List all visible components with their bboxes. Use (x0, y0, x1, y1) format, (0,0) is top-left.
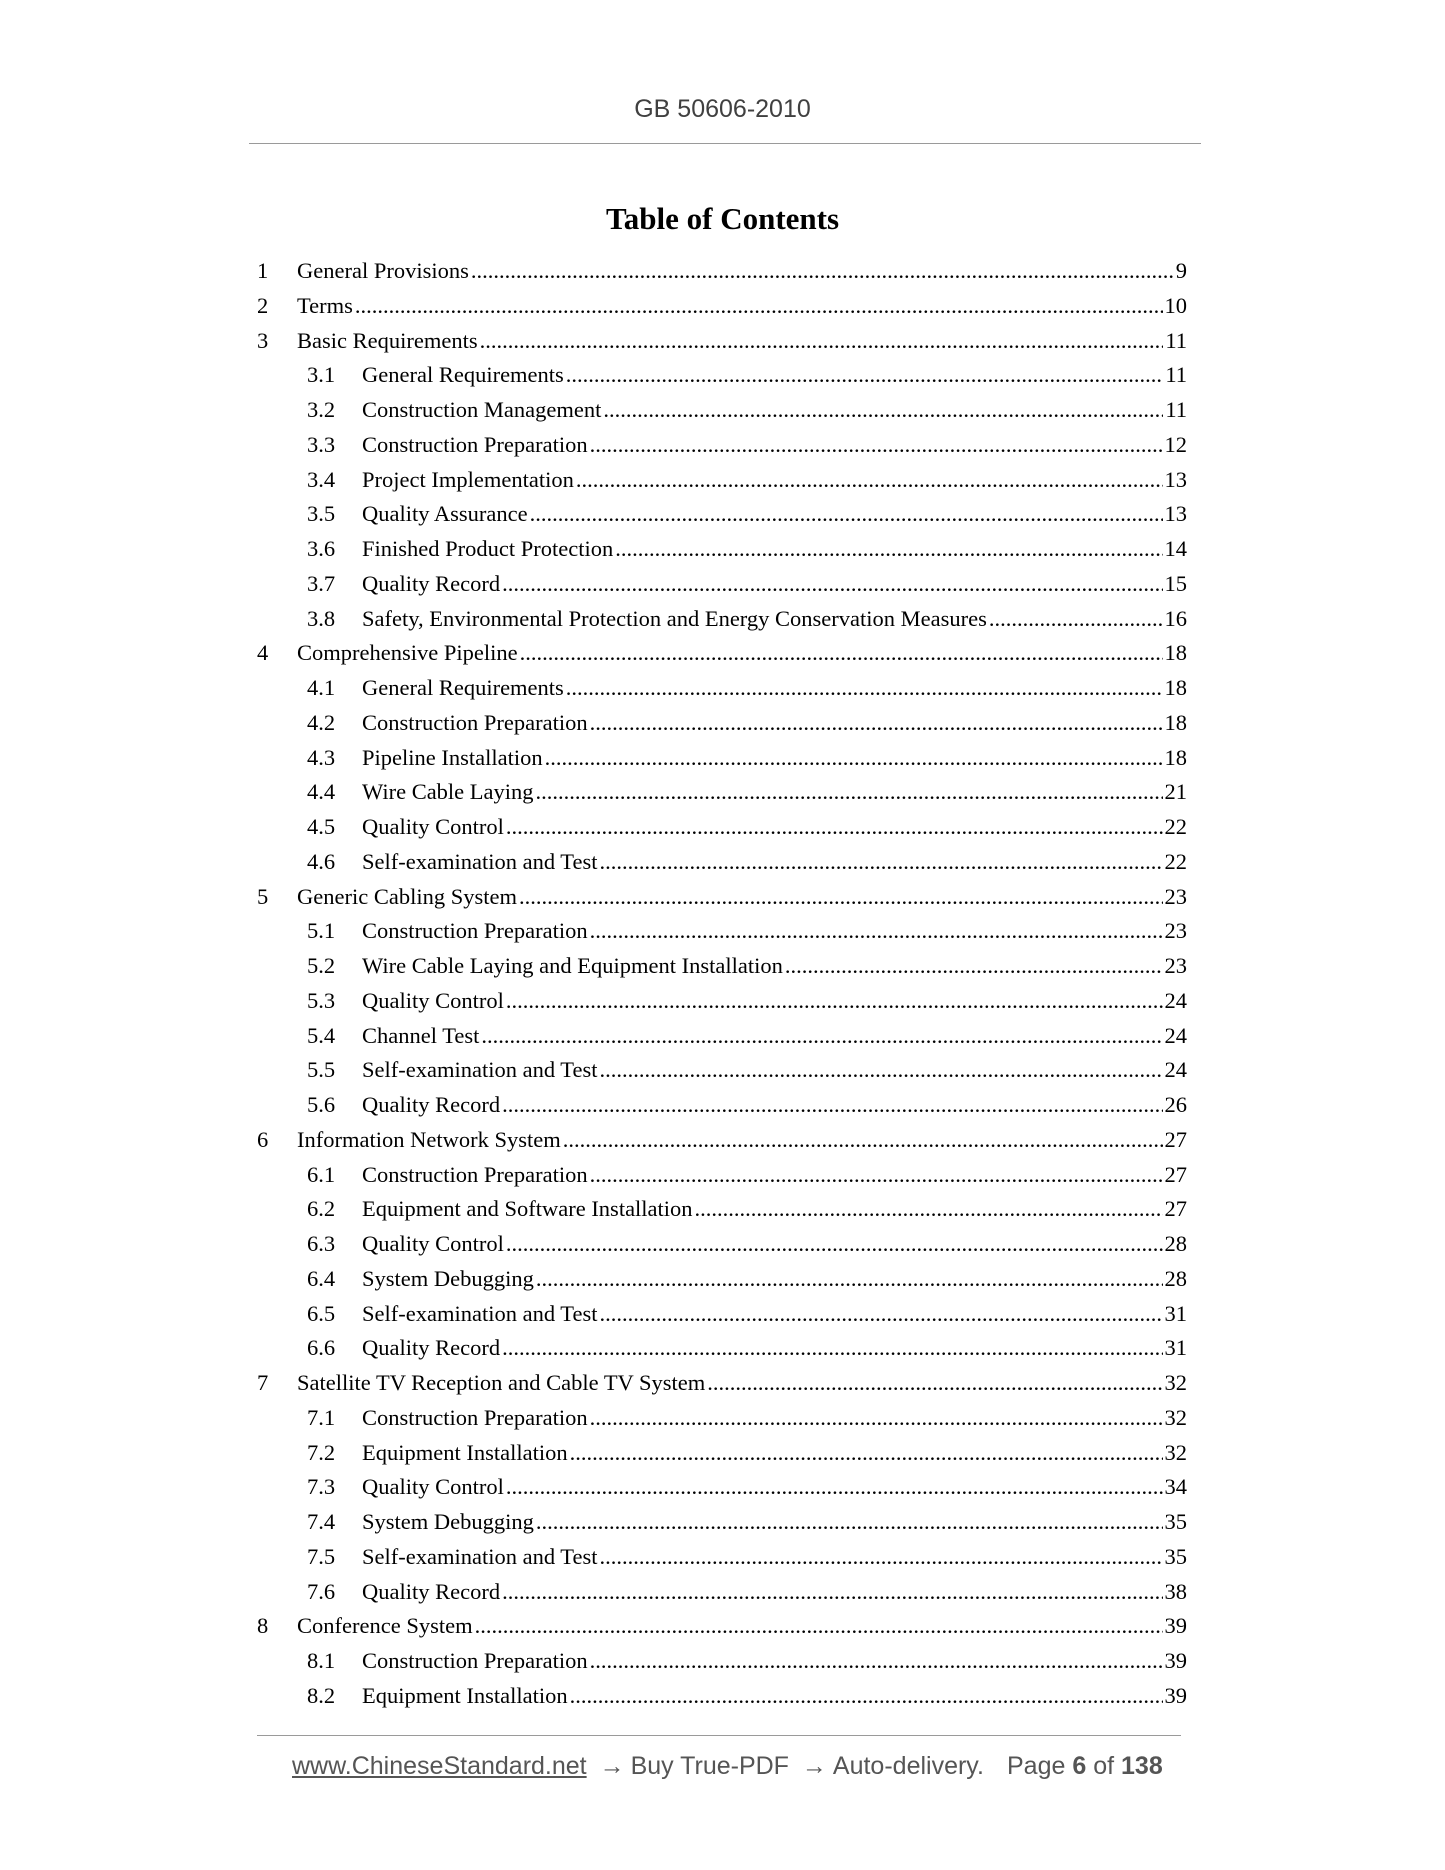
toc-entry-title: System Debugging (362, 1509, 534, 1534)
toc-entry-page-number: 38 (1164, 1578, 1187, 1604)
toc-chapter-entry[interactable] (257, 324, 1187, 359)
toc-entry-title: Construction Preparation (362, 1648, 588, 1673)
toc-section-entry[interactable] (257, 706, 1187, 741)
toc-entry-number: 5.3 (307, 987, 336, 1013)
toc-chapter-entry[interactable] (257, 254, 1187, 289)
toc-section-entry[interactable] (257, 1262, 1187, 1297)
toc-entry-number: 5.2 (307, 953, 336, 978)
dot-leader (599, 845, 1162, 880)
toc-entry-page-number: 26 (1164, 1092, 1187, 1117)
toc-entry-number: 4.4 (307, 779, 336, 805)
toc-entry-page-number: 9 (1175, 258, 1187, 283)
current-page-number: 6 (1072, 1752, 1087, 1780)
toc-section-entry[interactable] (257, 1297, 1187, 1332)
toc-section-entry[interactable] (257, 810, 1187, 845)
toc-entry-number: 5.1 (307, 918, 336, 944)
toc-entry-number: 3.2 (307, 397, 336, 422)
dot-leader (599, 1053, 1162, 1088)
toc-section-entry[interactable] (257, 1679, 1187, 1714)
toc-entry-page-number: 11 (1165, 362, 1187, 388)
toc-entry-title: Quality Record (362, 570, 501, 596)
dot-leader (502, 1575, 1162, 1610)
toc-entry-number: 7.4 (307, 1509, 336, 1534)
dot-leader (695, 1192, 1163, 1227)
dot-leader (530, 497, 1163, 532)
toc-entry-title: General Requirements (362, 675, 564, 700)
toc-entry-number: 6.1 (307, 1161, 336, 1187)
toc-section-entry[interactable] (257, 358, 1187, 393)
dot-leader (536, 1262, 1163, 1297)
dot-leader (603, 393, 1163, 428)
toc-entry-number: 3.8 (307, 605, 336, 631)
table-of-contents (257, 254, 1187, 1714)
toc-entry-page-number: 21 (1164, 779, 1187, 805)
toc-entry-title: Comprehensive Pipeline (297, 640, 518, 666)
toc-entry-title: Construction Preparation (362, 1404, 588, 1430)
toc-entry-number: 3.5 (307, 501, 336, 527)
dot-leader (590, 428, 1163, 463)
toc-entry-page-number: 11 (1165, 327, 1187, 353)
toc-entry-page-number: 22 (1164, 848, 1187, 874)
toc-section-entry[interactable] (257, 428, 1187, 463)
dot-leader (599, 1297, 1162, 1332)
toc-section-entry[interactable] (257, 1401, 1187, 1436)
toc-entry-number: 4.3 (307, 744, 336, 770)
toc-entry-page-number: 24 (1164, 1022, 1187, 1048)
toc-entry-number: 3 (257, 327, 269, 353)
toc-entry-page-number: 18 (1164, 675, 1187, 700)
toc-entry-title: Construction Preparation (362, 709, 588, 735)
toc-entry-title: Basic Requirements (297, 327, 478, 353)
toc-entry-number: 6.3 (307, 1231, 336, 1256)
toc-entry-title: Equipment and Software Installation (362, 1196, 693, 1222)
toc-chapter-entry[interactable] (257, 880, 1187, 915)
toc-section-entry[interactable] (257, 741, 1187, 776)
toc-entry-page-number: 32 (1164, 1404, 1187, 1430)
website-link[interactable]: www.ChineseStandard.net (292, 1752, 587, 1780)
toc-entry-title: Channel Test (362, 1022, 480, 1048)
toc-entry-number: 3.4 (307, 466, 336, 492)
toc-chapter-entry[interactable] (257, 636, 1187, 671)
toc-entry-number: 5.6 (307, 1092, 336, 1117)
toc-entry-page-number: 27 (1164, 1161, 1187, 1187)
toc-section-entry[interactable] (257, 671, 1187, 706)
toc-entry-number: 7 (257, 1370, 269, 1395)
dot-leader (506, 984, 1163, 1019)
toc-entry-number: 3.3 (307, 431, 336, 457)
toc-entry-number: 1 (257, 258, 269, 283)
toc-entry-page-number: 34 (1164, 1474, 1187, 1500)
toc-entry-number: 5.4 (307, 1022, 336, 1048)
toc-entry-title: Self-examination and Test (362, 1543, 598, 1569)
toc-entry-page-number: 39 (1164, 1648, 1187, 1673)
toc-entry-number: 7.2 (307, 1439, 336, 1465)
toc-entry-title: Construction Preparation (362, 1161, 588, 1187)
toc-entry-title: Finished Product Protection (362, 536, 614, 561)
toc-entry-title: Conference System (297, 1613, 473, 1639)
toc-entry-page-number: 22 (1164, 814, 1187, 839)
header-divider (249, 143, 1201, 144)
dot-leader (570, 1436, 1163, 1471)
toc-section-entry[interactable] (257, 567, 1187, 602)
toc-entry-title: General Provisions (297, 258, 469, 283)
toc-entry-title: Satellite TV Reception and Cable TV System (297, 1370, 706, 1395)
toc-entry-number: 6.6 (307, 1335, 336, 1361)
toc-section-entry[interactable] (257, 1019, 1187, 1054)
toc-entry-page-number: 39 (1164, 1613, 1187, 1639)
dot-leader (471, 254, 1174, 289)
toc-section-entry[interactable] (257, 1227, 1187, 1262)
toc-entry-number: 4 (257, 640, 269, 666)
toc-entry-number: 5 (257, 883, 269, 909)
toc-entry-page-number: 39 (1164, 1682, 1187, 1708)
toc-entry-number: 3.7 (307, 570, 336, 596)
toc-entry-page-number: 11 (1165, 397, 1187, 422)
toc-section-entry[interactable] (257, 393, 1187, 428)
toc-section-entry[interactable] (257, 984, 1187, 1019)
toc-entry-page-number: 28 (1164, 1265, 1187, 1291)
total-page-number: 138 (1121, 1752, 1163, 1780)
page-word: Page (1007, 1752, 1066, 1780)
toc-entry-number: 7.3 (307, 1474, 336, 1500)
dot-leader (506, 810, 1163, 845)
toc-entry-title: Construction Management (362, 397, 602, 422)
dot-leader (989, 602, 1163, 637)
toc-entry-number: 7.1 (307, 1404, 336, 1430)
of-word: of (1093, 1752, 1115, 1780)
document-header: GB 50606-2010 (634, 95, 811, 123)
dot-leader (545, 741, 1163, 776)
toc-entry-number: 7.5 (307, 1543, 336, 1569)
arrow-icon: → (801, 1752, 827, 1780)
toc-entry-number: 4.6 (307, 848, 336, 874)
toc-section-entry[interactable] (257, 845, 1187, 880)
dot-leader (481, 1019, 1162, 1054)
toc-entry-page-number: 32 (1164, 1370, 1187, 1395)
toc-entry-page-number: 31 (1164, 1335, 1187, 1361)
toc-entry-page-number: 14 (1164, 536, 1187, 561)
toc-entry-title: Wire Cable Laying and Equipment Installation (362, 953, 783, 978)
toc-section-entry[interactable] (257, 1053, 1187, 1088)
toc-section-entry[interactable] (257, 1505, 1187, 1540)
toc-entry-number: 3.6 (307, 536, 336, 561)
toc-entry-page-number: 23 (1164, 883, 1187, 909)
dot-leader (506, 1470, 1163, 1505)
dot-leader (566, 671, 1163, 706)
toc-entry-page-number: 32 (1164, 1439, 1187, 1465)
toc-entry-title: Quality Record (362, 1092, 501, 1117)
dot-leader (502, 567, 1162, 602)
dot-leader (615, 532, 1162, 567)
toc-entry-page-number: 18 (1164, 640, 1187, 666)
toc-entry-title: Self-examination and Test (362, 1300, 598, 1326)
toc-section-entry[interactable] (257, 1158, 1187, 1193)
toc-entry-page-number: 18 (1164, 709, 1187, 735)
toc-entry-title: Self-examination and Test (362, 1057, 598, 1083)
dot-leader (536, 775, 1163, 810)
dot-leader (785, 949, 1163, 984)
toc-entry-page-number: 13 (1164, 466, 1187, 492)
toc-entry-number: 4.2 (307, 709, 336, 735)
toc-entry-page-number: 24 (1164, 987, 1187, 1013)
dot-leader (520, 636, 1163, 671)
toc-entry-number: 6 (257, 1126, 269, 1152)
toc-entry-title: Project Implementation (362, 466, 574, 492)
toc-entry-page-number: 13 (1164, 501, 1187, 527)
dot-leader (590, 1644, 1163, 1679)
toc-entry-number: 4.1 (307, 675, 336, 700)
toc-section-entry[interactable] (257, 775, 1187, 810)
toc-entry-number: 6.2 (307, 1196, 336, 1222)
toc-chapter-entry[interactable] (257, 1366, 1187, 1401)
toc-entry-page-number: 27 (1164, 1196, 1187, 1222)
dot-leader (707, 1366, 1162, 1401)
dot-leader (570, 1679, 1163, 1714)
toc-entry-title: System Debugging (362, 1265, 534, 1291)
toc-entry-title: Equipment Installation (362, 1439, 568, 1465)
toc-entry-title: Quality Assurance (362, 501, 528, 527)
toc-entry-title: Quality Control (362, 1474, 504, 1500)
toc-entry-title: Quality Control (362, 814, 504, 839)
toc-entry-title: Equipment Installation (362, 1682, 568, 1708)
dot-leader (475, 1609, 1163, 1644)
toc-section-entry[interactable] (257, 1436, 1187, 1471)
dot-leader (563, 1123, 1163, 1158)
buy-link[interactable]: Buy True-PDF (630, 1752, 789, 1780)
toc-entry-title: Terms (297, 292, 353, 318)
page-footer (292, 1752, 1182, 1781)
footer-divider (257, 1735, 1181, 1736)
dot-leader (590, 914, 1163, 949)
toc-entry-page-number: 24 (1164, 1057, 1187, 1083)
toc-section-entry[interactable] (257, 1540, 1187, 1575)
toc-section-entry[interactable] (257, 463, 1187, 498)
toc-section-entry[interactable] (257, 949, 1187, 984)
toc-entry-title: Quality Control (362, 987, 504, 1013)
toc-entry-title: Information Network System (297, 1126, 561, 1152)
toc-entry-title: Self-examination and Test (362, 848, 598, 874)
toc-chapter-entry[interactable] (257, 1609, 1187, 1644)
toc-section-entry[interactable] (257, 1644, 1187, 1679)
toc-entry-page-number: 12 (1164, 431, 1187, 457)
toc-section-entry[interactable] (257, 602, 1187, 637)
toc-entry-number: 7.6 (307, 1578, 336, 1604)
toc-entry-page-number: 15 (1164, 570, 1187, 596)
toc-section-entry[interactable] (257, 1331, 1187, 1366)
toc-section-entry[interactable] (257, 1088, 1187, 1123)
page-title: Table of Contents (605, 201, 840, 236)
dot-leader (590, 1158, 1163, 1193)
dot-leader (590, 706, 1163, 741)
toc-entry-number: 8.2 (307, 1682, 336, 1708)
arrow-icon: → (599, 1752, 625, 1780)
dot-leader (599, 1540, 1162, 1575)
toc-entry-number: 3.1 (307, 362, 336, 388)
toc-entry-title: Quality Record (362, 1335, 501, 1361)
toc-entry-title: Quality Control (362, 1231, 504, 1256)
toc-entry-number: 6.5 (307, 1300, 336, 1326)
toc-section-entry[interactable] (257, 1575, 1187, 1610)
dot-leader (502, 1088, 1162, 1123)
toc-entry-page-number: 10 (1164, 292, 1187, 318)
page-indicator (1007, 1752, 1163, 1781)
toc-entry-title: Generic Cabling System (297, 883, 517, 909)
toc-entry-page-number: 27 (1164, 1126, 1187, 1152)
toc-entry-page-number: 16 (1164, 605, 1187, 631)
toc-entry-title: Wire Cable Laying (362, 779, 534, 805)
toc-entry-title: Safety, Environmental Protection and Energy Conservation Measures (362, 605, 987, 631)
dot-leader (536, 1505, 1163, 1540)
toc-entry-title: Construction Preparation (362, 918, 588, 944)
dot-leader (590, 1401, 1163, 1436)
toc-section-entry[interactable] (257, 914, 1187, 949)
toc-entry-title: Pipeline Installation (362, 744, 543, 770)
toc-chapter-entry[interactable] (257, 289, 1187, 324)
toc-entry-number: 4.5 (307, 814, 336, 839)
dot-leader (566, 358, 1164, 393)
toc-entry-page-number: 28 (1164, 1231, 1187, 1256)
toc-section-entry[interactable] (257, 532, 1187, 567)
toc-entry-page-number: 23 (1164, 918, 1187, 944)
delivery-text: Auto-delivery. (832, 1752, 984, 1780)
dot-leader (576, 463, 1163, 498)
toc-entry-page-number: 35 (1164, 1509, 1187, 1534)
toc-section-entry[interactable] (257, 497, 1187, 532)
toc-entry-number: 5.5 (307, 1057, 336, 1083)
toc-entry-number: 8 (257, 1613, 269, 1639)
dot-leader (480, 324, 1164, 359)
toc-entry-title: Quality Record (362, 1578, 501, 1604)
dot-leader (502, 1331, 1162, 1366)
dot-leader (506, 1227, 1163, 1262)
toc-entry-number: 6.4 (307, 1265, 336, 1291)
toc-chapter-entry[interactable] (257, 1123, 1187, 1158)
toc-section-entry[interactable] (257, 1470, 1187, 1505)
toc-section-entry[interactable] (257, 1192, 1187, 1227)
dot-leader (355, 289, 1163, 324)
toc-entry-page-number: 18 (1164, 744, 1187, 770)
toc-entry-page-number: 31 (1164, 1300, 1187, 1326)
toc-entry-number: 8.1 (307, 1648, 336, 1673)
dot-leader (519, 880, 1163, 915)
toc-entry-page-number: 23 (1164, 953, 1187, 978)
toc-entry-number: 2 (257, 292, 269, 318)
toc-entry-title: General Requirements (362, 362, 564, 388)
toc-entry-page-number: 35 (1164, 1543, 1187, 1569)
toc-entry-title: Construction Preparation (362, 431, 588, 457)
